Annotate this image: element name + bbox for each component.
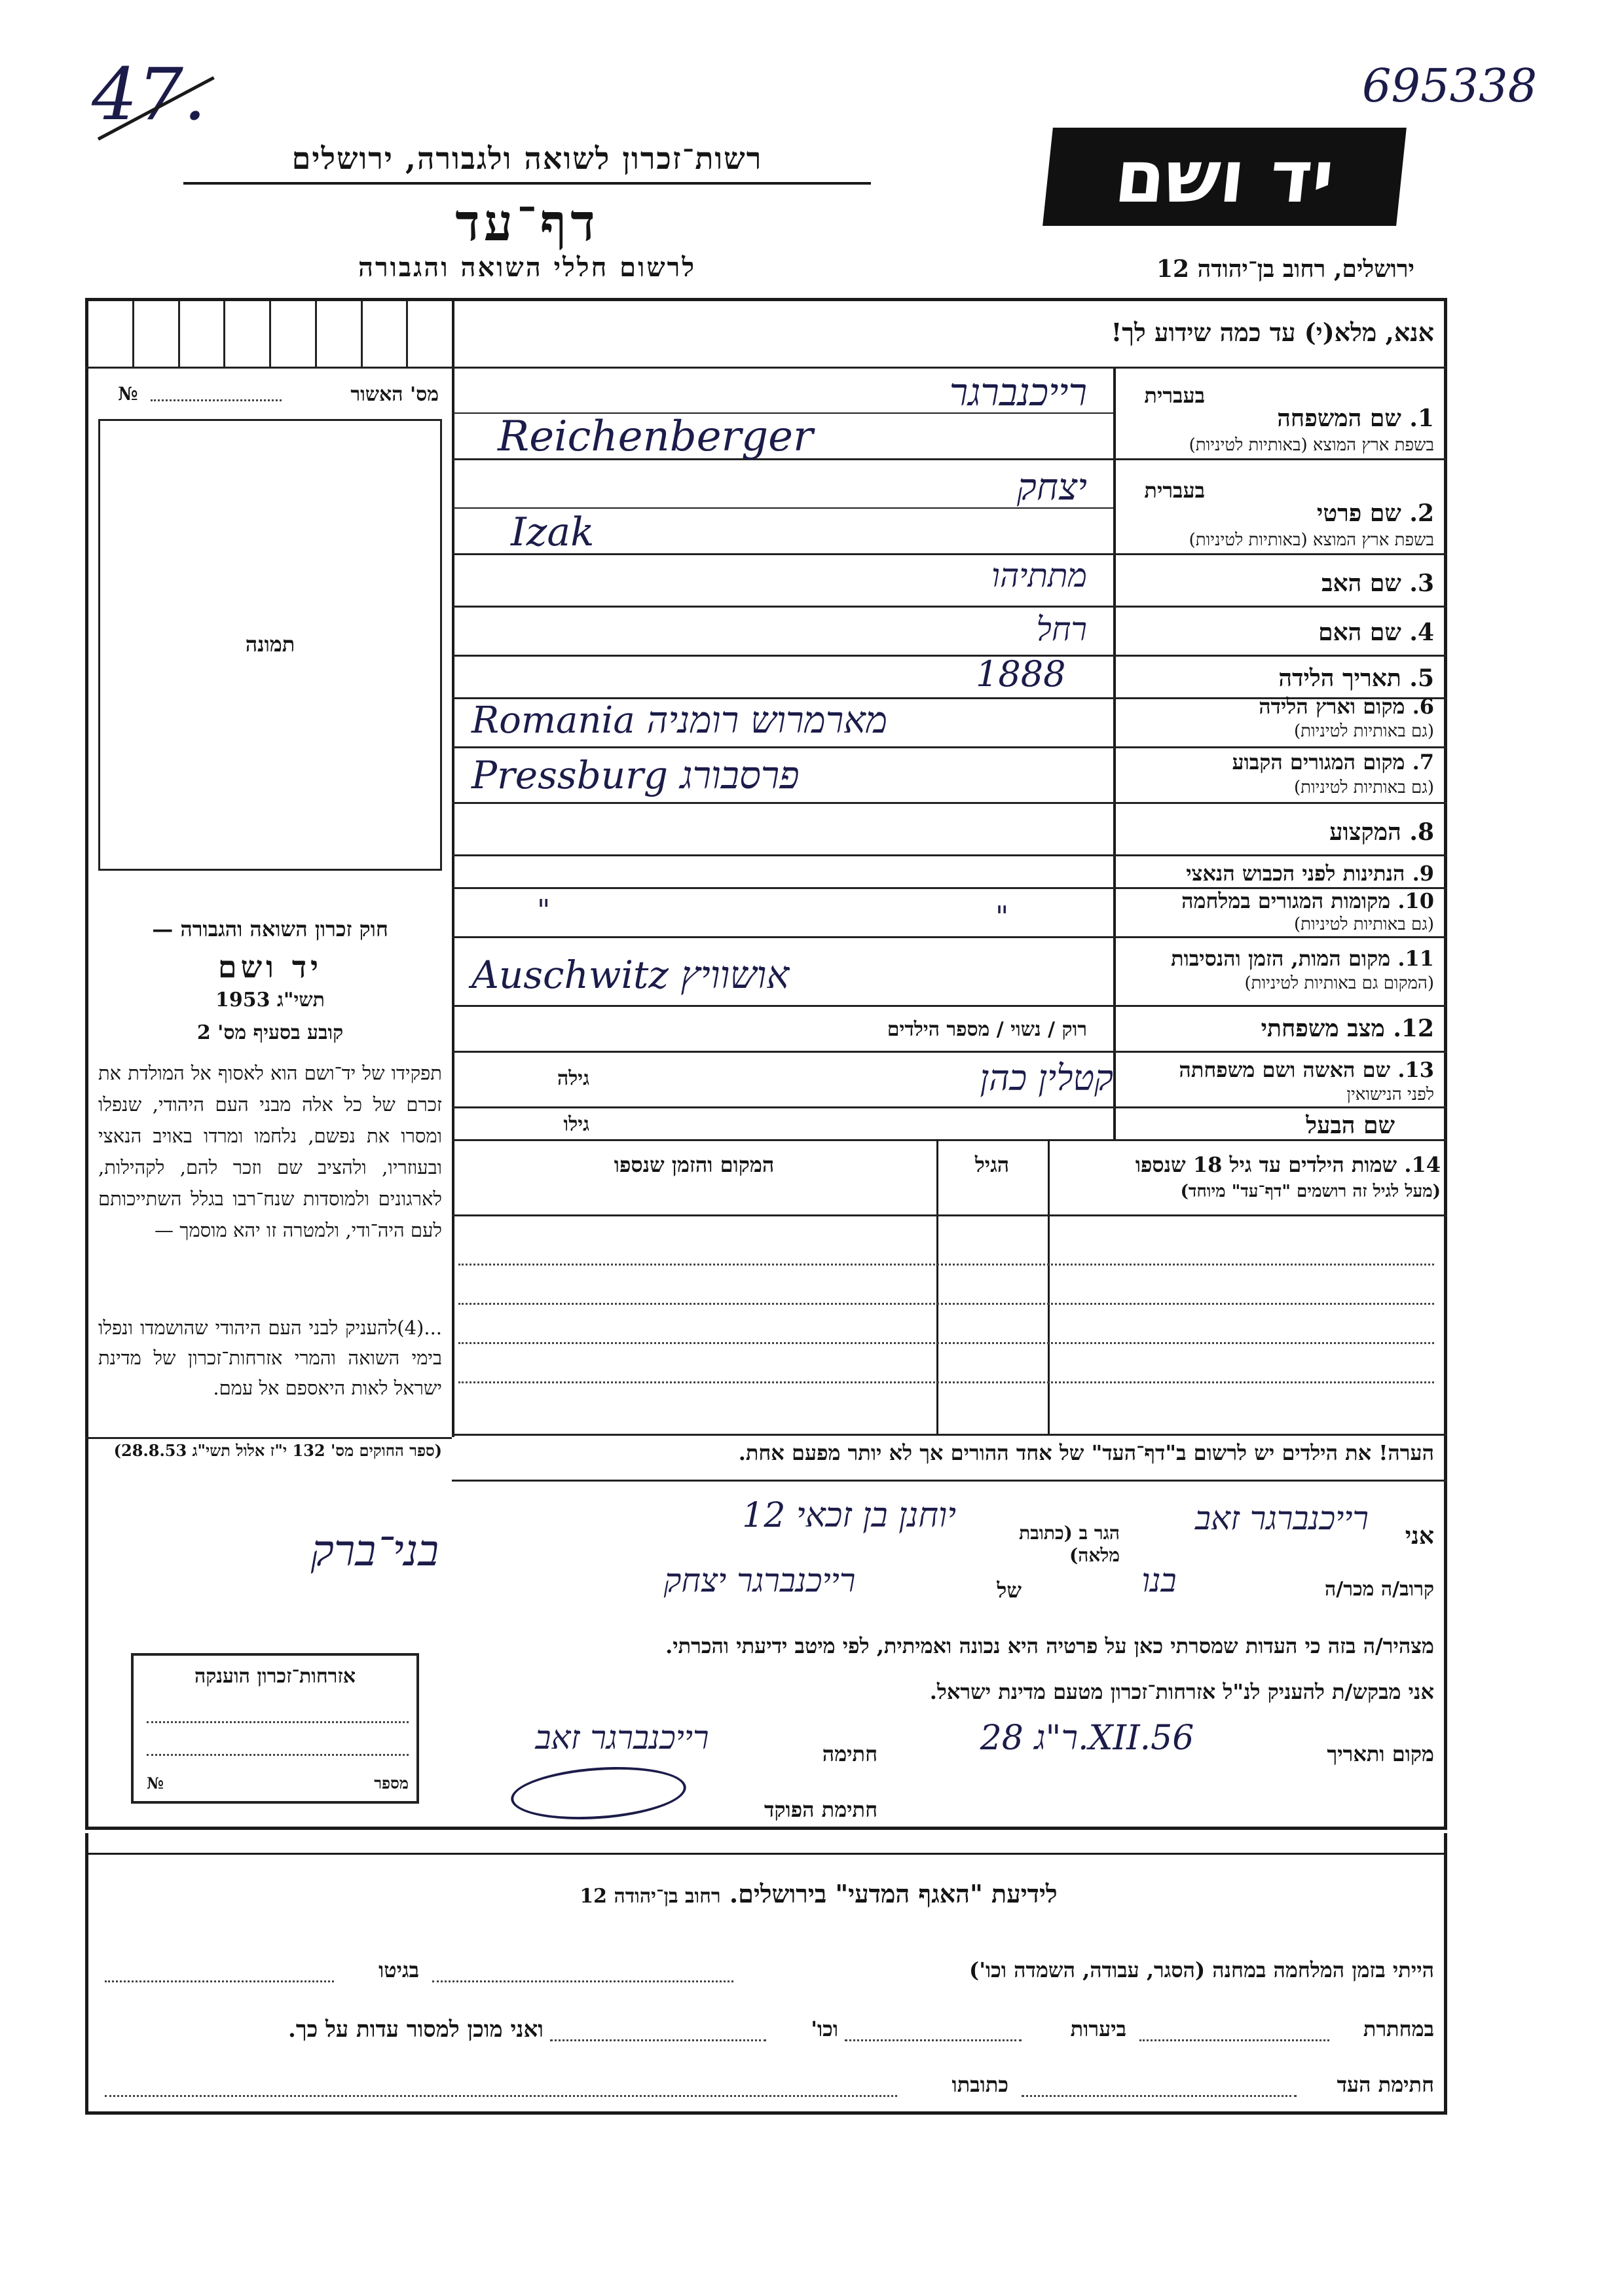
- law-section: קובע בסעיף מס' 2: [196, 1021, 344, 1044]
- signature-value[interactable]: רייכנברגר זאב: [535, 1719, 709, 1757]
- etc-label: וכו': [811, 2016, 838, 2041]
- law-text: תפקידו של יד־ושם הוא לאסוף אל המולדת את זכרם של כל אלה מבני העם היהודי, שנפלו ומסרו את נפשם, נלחמו ומרדו באויב הנאצי ובעוזריו, ולהציב שם וזכר להם, לקהילות, לארגונים ולמוסדות שנח־רבו בגלל השתייכותם לעם היה־ודי, ולמטרה זו יהא מוסמך —: [98, 1062, 442, 1241]
- field-name-5: תאריך הלידה: [1278, 665, 1401, 692]
- witness-address-label: כתובתו: [951, 2072, 1008, 2097]
- surname-hebrew-value[interactable]: רייכנברגר: [949, 370, 1087, 414]
- header-underline: [183, 182, 871, 185]
- field-num-4: 4.: [1409, 619, 1434, 646]
- field-sub-13: לפני הנישואין: [1346, 1085, 1434, 1104]
- row-line: [452, 746, 1447, 748]
- relation-value[interactable]: בנו: [1141, 1561, 1177, 1599]
- note-text: הערה! את הילדים יש לרשום ב"דף־העד" של אחד ההורים אך לא יותר מפעם אחת.: [738, 1440, 1434, 1465]
- field-label-1: [1120, 405, 1434, 432]
- yad-vashem-logo: [1043, 128, 1407, 226]
- authority-name: רשות־זכרון לשואה ולגבורה, ירושלים: [291, 141, 763, 176]
- field-name-10: מקומות המגורים במלחמה: [1181, 888, 1391, 913]
- law-text-2: ...(4)להעניק לבני העם היהודי שהושמדו ונפלו בימי השואה והמרי אזרחות־זכרון של מדינת ישראל לאות היאספם אל עמם.: [98, 1317, 442, 1399]
- citizenship-dots-2: [147, 1754, 409, 1756]
- field-sub-1: בשפת ארץ המוצא (באותיות לטיניות): [1189, 435, 1434, 455]
- approval-label: מס' האשור: [350, 383, 439, 406]
- lives-in-label: [963, 1522, 1120, 1567]
- declarant-address[interactable]: יוחנן בן זכאי 12: [742, 1496, 956, 1535]
- husband-age-label: גילו: [563, 1113, 589, 1136]
- field-label-8: [1120, 818, 1434, 846]
- field-num-13: 13.: [1397, 1057, 1434, 1082]
- field-sub-10: (גם באותיות לטיניות): [1293, 915, 1434, 934]
- row-line: [452, 606, 1447, 608]
- field-label-2: [1120, 500, 1434, 527]
- children-row-dots: [458, 1381, 1434, 1383]
- marital-status-options[interactable]: רוק / נשוי / מספר הילדים: [887, 1018, 1087, 1041]
- residence-value[interactable]: Pressburg פרסבורג: [471, 753, 800, 797]
- willing-text: ואני מוכן למסור עדות על כך.: [288, 2016, 544, 2043]
- children-row-dots: [458, 1264, 1434, 1266]
- birth-place-value[interactable]: Romania מארמרוש רומניה: [471, 699, 888, 742]
- bottom-title: לידיעת "האגף המדעי" בירושלים.: [729, 1879, 1058, 1908]
- law-year-line: [92, 989, 449, 1011]
- form-subtitle: לרשום חללי השואה והגבורה: [358, 252, 697, 283]
- id-boxes-bottom: [85, 367, 1447, 369]
- declarant-i-label: אני: [1405, 1522, 1434, 1550]
- field-name-1: שם המשפחה: [1277, 405, 1401, 432]
- field-num-6: 6.: [1412, 694, 1434, 719]
- forests-label: ביערות: [1070, 2016, 1126, 2041]
- wife-age-label: גילה: [557, 1067, 589, 1090]
- surname-latin-value[interactable]: Reichenberger: [498, 412, 813, 461]
- statement-text: מצהיר/ה בזה כי העדות שמסרתי כאן על פרטיה היא נכונה ואמיתית, לפי מיטב ידיעתי והכרתי.: [665, 1633, 1434, 1658]
- field-name-8: המקצוע: [1329, 818, 1401, 846]
- intro-text: אנא, מלא(י) עד כמה שידוע לך!: [1111, 318, 1434, 347]
- camp-field[interactable]: [432, 1980, 733, 1982]
- field-label-5: [1120, 665, 1434, 692]
- children-age-col: הגיל: [974, 1152, 1010, 1177]
- field-name-11: מקום המות, הזמן והנסיבות: [1171, 946, 1391, 971]
- law-name: יד ושם: [217, 949, 323, 985]
- war-residence-value[interactable]: ": [537, 894, 551, 927]
- field-num-2: 2.: [1409, 500, 1434, 527]
- row-line: [452, 553, 1447, 555]
- hebrew-tag-1: בעברית: [1144, 383, 1205, 408]
- field-num-1: 1.: [1409, 405, 1434, 432]
- field-sub-2: בשפת ארץ המוצא (באותיות לטיניות): [1189, 530, 1434, 550]
- field-label-10: [1120, 888, 1434, 913]
- husband-label: שם הבעל: [1306, 1112, 1395, 1139]
- right-column-divider: [1113, 367, 1116, 1139]
- war-residence-value-2: ": [995, 900, 1009, 934]
- law-bottom-line: [85, 1437, 452, 1439]
- citizenship-number-label: מספר: [374, 1774, 409, 1793]
- children-col-divider-1: [1048, 1139, 1050, 1434]
- children-place-col: המקום והזמן שנספו: [614, 1152, 775, 1177]
- address: ירושלים, רחוב בן־יהודה 12: [1156, 255, 1414, 283]
- id-boxes: [88, 301, 452, 367]
- law-title: חוק זכרון השואה והגבורה —: [152, 917, 388, 941]
- citizenship-dots-1: [147, 1721, 409, 1723]
- field-name-3: שם האב: [1321, 570, 1401, 597]
- field-label-12: [1120, 1015, 1434, 1042]
- citizenship-suffix: №: [147, 1774, 164, 1793]
- row-line: [452, 854, 1447, 856]
- row-line: [452, 1139, 1447, 1141]
- witness-signature-field[interactable]: [1022, 2095, 1297, 2097]
- children-sub: (מעל לגיל זה רושמים "דף־עד" מיוחד): [1180, 1182, 1441, 1201]
- children-row-line: [452, 1214, 1447, 1216]
- field-num-5: 5.: [1409, 665, 1434, 692]
- bottom-dashed-separator: [85, 1853, 1447, 1855]
- corner-number: 47.: [92, 52, 206, 136]
- field-num-12: 12.: [1393, 1015, 1434, 1042]
- logo-text: יד ושם: [1111, 135, 1338, 219]
- field-label-3: [1120, 570, 1434, 597]
- bottom-address: רחוב בן־יהודה 12: [580, 1885, 721, 1908]
- children-row-dots: [458, 1303, 1434, 1305]
- row-line: [452, 655, 1447, 657]
- field-num-8: 8.: [1409, 818, 1434, 846]
- field-num-10: 10.: [1397, 888, 1434, 913]
- form-title: דף־עד: [455, 193, 599, 253]
- mother-name-value[interactable]: רחל: [1036, 610, 1087, 648]
- request-text: אני מבקש/ת להעניק לנ"ל אזרחות־זכרון מטעם מדינת ישראל.: [929, 1679, 1434, 1704]
- signature-label: חתימה: [822, 1741, 877, 1766]
- approval-number-field[interactable]: [151, 399, 282, 401]
- field-num-3: 3.: [1409, 570, 1434, 597]
- field-name-4: שם האם: [1318, 619, 1401, 646]
- field-label-4: [1120, 619, 1434, 646]
- field-label-11: [1120, 946, 1434, 971]
- field-name-7: מקום המגורים הקבוע: [1232, 750, 1405, 774]
- field-label-6: [1120, 694, 1434, 719]
- law-year: 1953: [215, 989, 270, 1011]
- row-line: [452, 1106, 1447, 1108]
- field-label-7: [1120, 750, 1434, 774]
- field-num-9: 9.: [1412, 861, 1434, 886]
- field-label-9: [1120, 861, 1434, 886]
- of-label: של: [997, 1578, 1022, 1603]
- children-bottom-line: [452, 1434, 1447, 1436]
- witness-signature-label: חתימת העד: [1337, 2072, 1434, 2097]
- place-date-label: מקום ותאריך: [1327, 1741, 1434, 1766]
- etc-field[interactable]: [550, 2039, 766, 2041]
- note-bottom-line: [452, 1480, 1447, 1482]
- hebrew-tag-2: בעברית: [1144, 478, 1205, 503]
- field-sub-6: (גם באותיות לטיניות): [1293, 721, 1434, 741]
- bottom-line-1: הייתי בזמן המלחמה במחנה (הסגר, עבודה, השמדה וכו'): [969, 1958, 1434, 1982]
- wife-name-value[interactable]: קטלין כהן: [980, 1057, 1113, 1099]
- birth-date-value[interactable]: 1888: [976, 653, 1066, 695]
- firstname-hebrew-value[interactable]: יצחק: [1016, 466, 1087, 509]
- full-address-label: (כתובת מלאה): [1019, 1522, 1120, 1566]
- field-name-13: שם האשה ושם משפחתה: [1179, 1057, 1391, 1082]
- row-line: [452, 802, 1447, 804]
- field-name-6: מקום וארץ הלידה: [1259, 694, 1405, 719]
- archive-number: 695338: [1362, 59, 1538, 113]
- photo-label: תמונה: [245, 632, 295, 657]
- father-name-value[interactable]: מתתיהו: [991, 556, 1087, 594]
- field-name-9: הנתינות לפני הכבוש הנאצי: [1186, 861, 1405, 886]
- field-name-12: מצב משפחתי: [1261, 1015, 1385, 1042]
- field-num-7: 7.: [1412, 750, 1434, 774]
- field-num-11: 11.: [1397, 946, 1434, 971]
- forests-field[interactable]: [845, 2039, 1022, 2041]
- row-line: [452, 936, 1447, 938]
- firstname-latin-value[interactable]: Izak: [511, 509, 595, 555]
- children-label: 14. שמות הילדים עד גיל 18 שנספו: [1135, 1152, 1441, 1177]
- ghetto-label: בגיטו: [378, 1958, 419, 1982]
- bottom-title-line: [458, 1879, 1179, 1909]
- ghetto-field[interactable]: [105, 1980, 334, 1982]
- official-signature-label: חתימת הפוקד: [764, 1797, 877, 1822]
- law-year-heb: תשי"ג: [277, 989, 325, 1011]
- of-name-value[interactable]: רייכנברגר יצחק: [663, 1561, 856, 1599]
- row-line: [452, 1005, 1447, 1007]
- underground-label: במחתרת: [1363, 2016, 1434, 2041]
- row-line: [452, 1051, 1447, 1053]
- law-source: (ספר החוקים מס' 132 י"ז אלול תשי"ג 28.8.53): [113, 1441, 442, 1460]
- declarant-name[interactable]: רייכנברגר זאב: [1194, 1499, 1369, 1537]
- citizenship-title: אזרחות־זכרון הוענקה: [194, 1665, 356, 1688]
- place-date-value[interactable]: ר"ג 28.XII.56: [980, 1719, 1194, 1758]
- children-row-dots: [458, 1342, 1434, 1344]
- field-sub-11: (המקום גם באותיות לטיניות): [1244, 974, 1434, 993]
- approval-suffix: №: [118, 383, 138, 405]
- citizenship-box: [131, 1653, 419, 1804]
- field-name-2: שם פרטי: [1316, 500, 1401, 527]
- witness-address-field[interactable]: [105, 2095, 897, 2097]
- field-label-13: [1120, 1057, 1434, 1082]
- underground-field[interactable]: [1139, 2039, 1329, 2041]
- children-col-divider-2: [936, 1139, 938, 1434]
- left-column-divider: [452, 298, 454, 1437]
- side-note: בני־ברק: [310, 1525, 439, 1576]
- field-sub-7: (גם באותיות לטיניות): [1293, 778, 1434, 797]
- relative-label: קרוב/ה מכר/ה: [1325, 1578, 1434, 1601]
- lives-label: הגר ב: [1079, 1522, 1120, 1544]
- death-place-value[interactable]: Auschwitz אושוויץ: [471, 953, 790, 997]
